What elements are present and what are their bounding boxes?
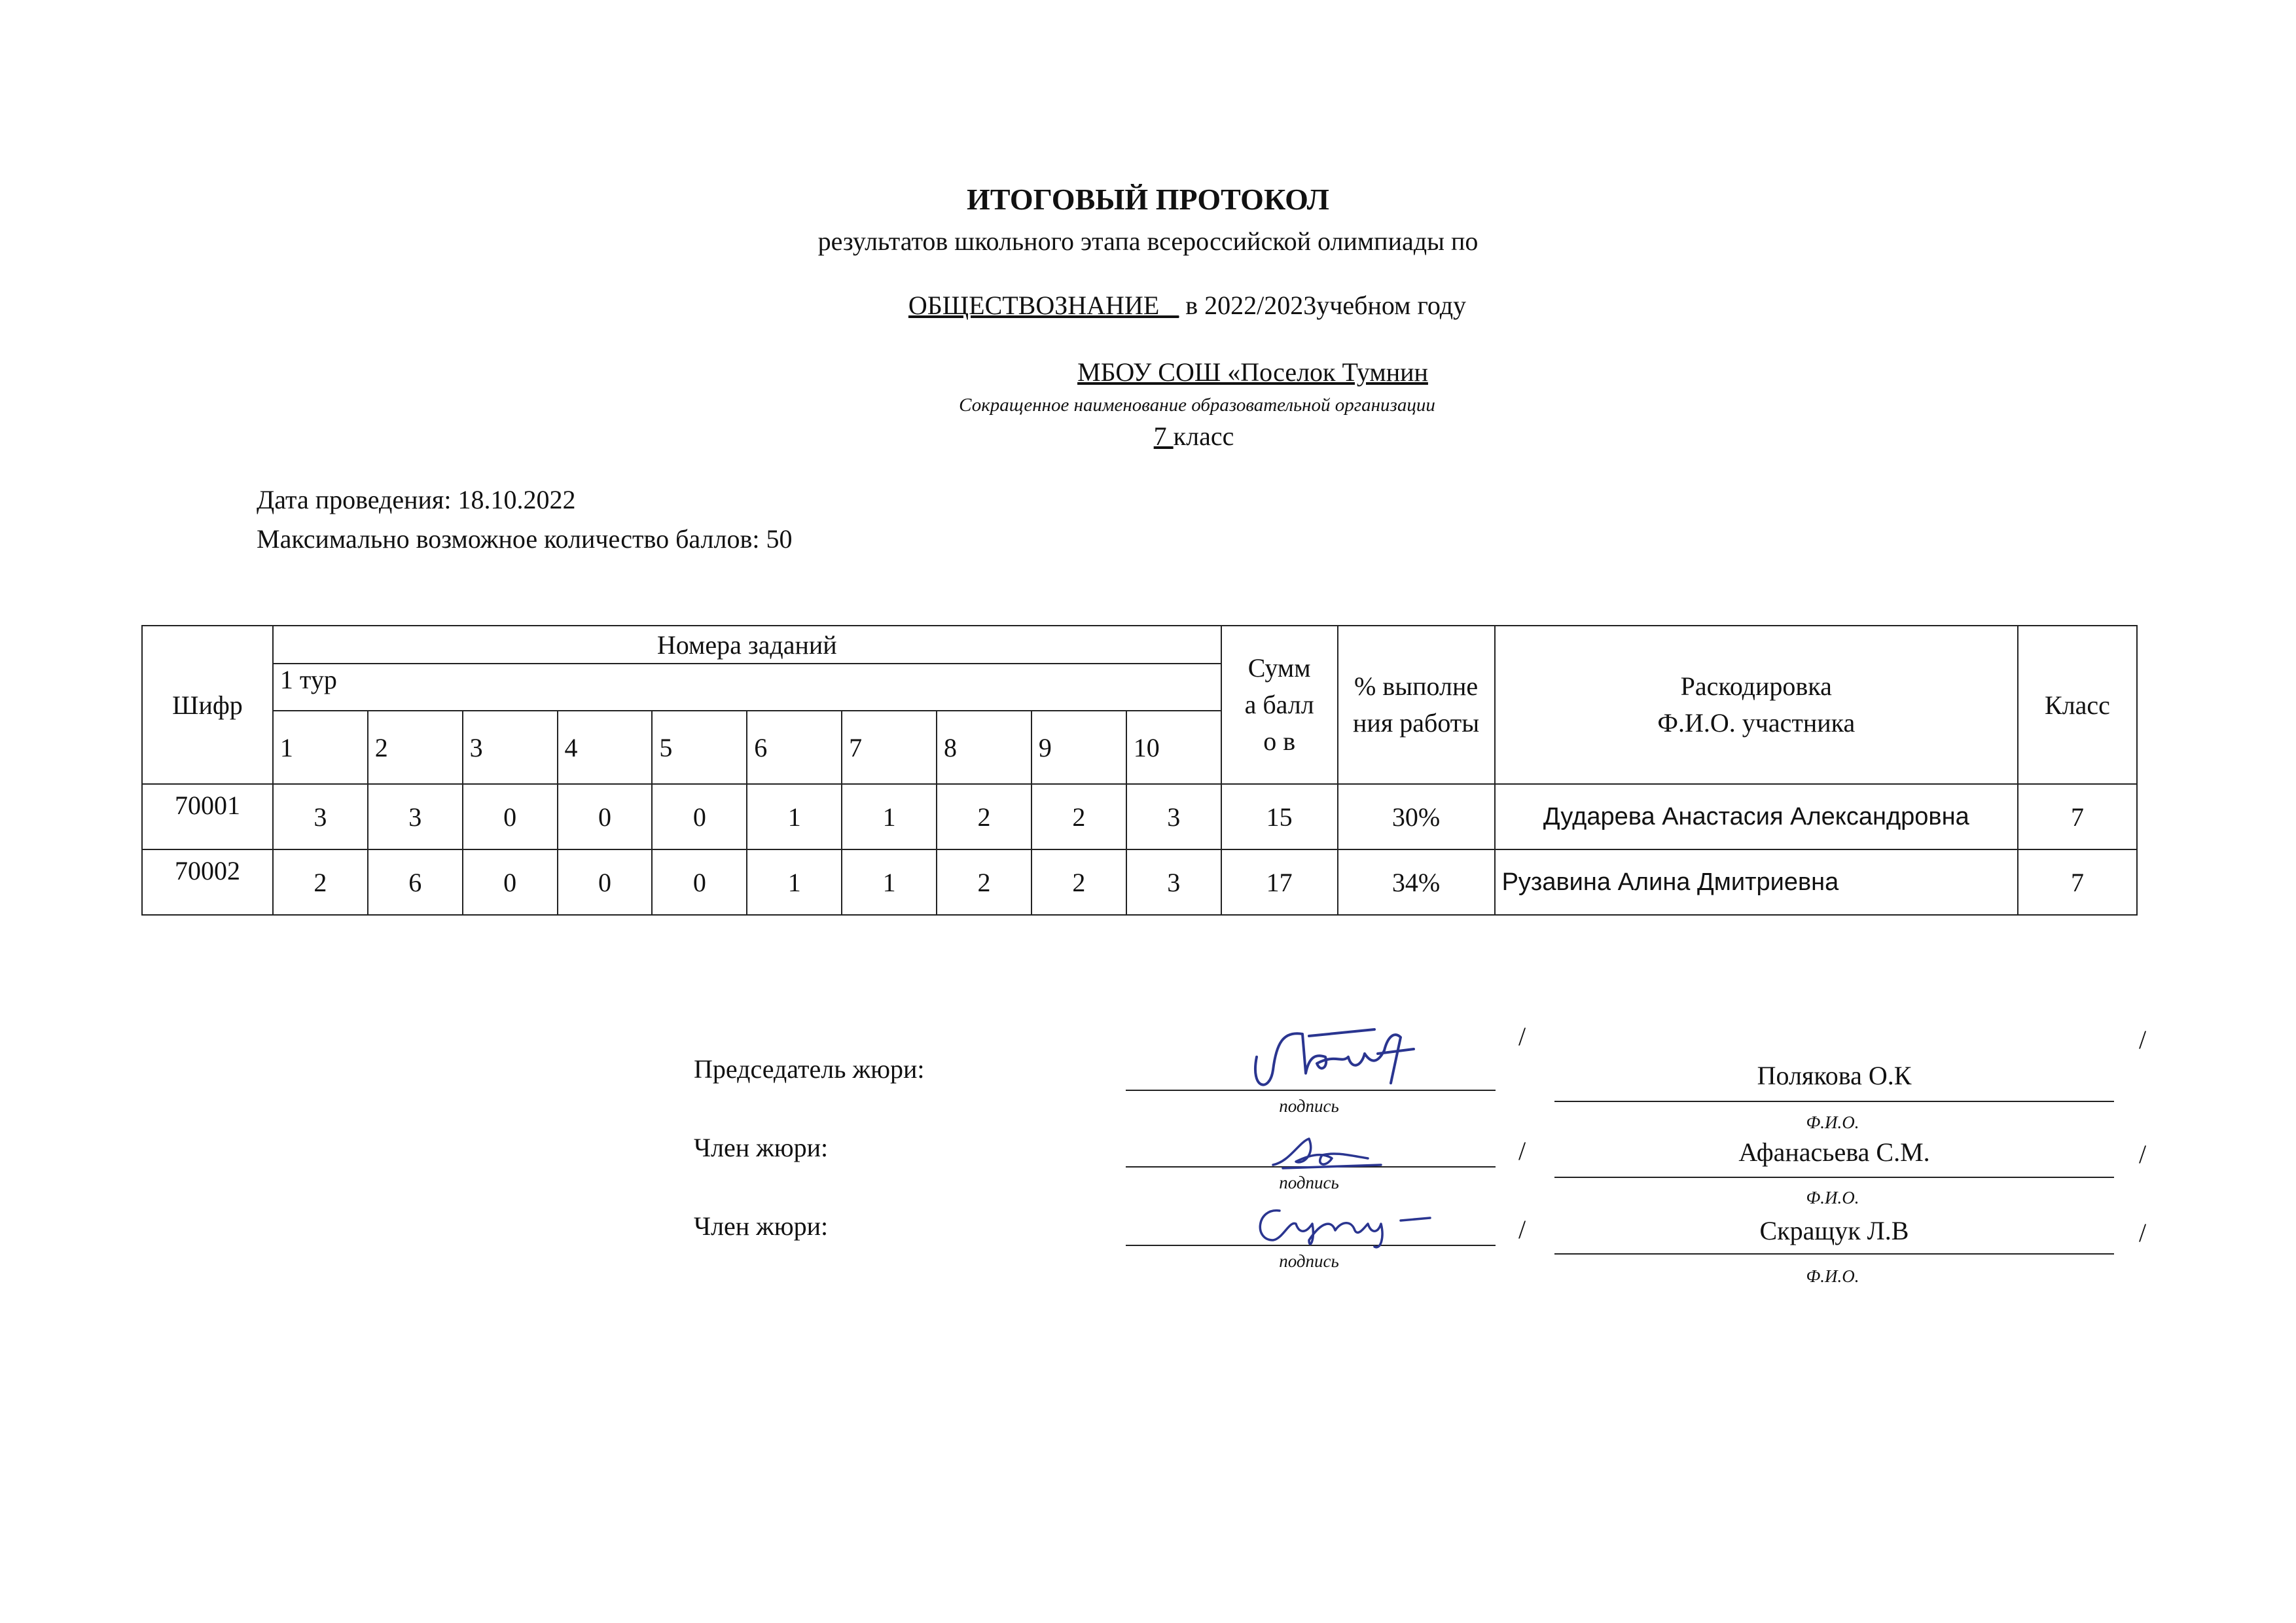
participant-code: 70002 xyxy=(142,849,273,915)
round-header: 1 тур xyxy=(273,664,1221,711)
member2-label: Член жюри: xyxy=(694,1211,829,1241)
col-percent-header xyxy=(1338,626,1495,784)
completion-percent: 34% xyxy=(1338,849,1495,915)
col-tasks-header: Номера заданий xyxy=(273,626,1221,664)
col-sum-header xyxy=(1221,626,1338,784)
task-number: 5 xyxy=(652,711,747,784)
task-number: 10 xyxy=(1126,711,1221,784)
task-score: 0 xyxy=(463,784,558,849)
protocol-subtitle: результатов школьного этапа всероссийской олимпиады по xyxy=(817,226,1479,256)
task-score: 3 xyxy=(1126,849,1221,915)
task-score: 3 xyxy=(368,784,463,849)
member-signature xyxy=(1263,1129,1394,1175)
decoding-subtitle: Ф.И.О. участника xyxy=(1657,708,1856,738)
school-line xyxy=(0,357,2296,387)
task-score: 3 xyxy=(1126,784,1221,849)
school-name: МБОУ СОШ «Поселок Тумнин xyxy=(1077,357,1428,387)
member-name: Афанасьева С.М. xyxy=(1738,1137,1930,1167)
task-number: 4 xyxy=(558,711,653,784)
total-score: 15 xyxy=(1221,784,1338,849)
decoding-title: Раскодировка xyxy=(1680,671,1832,701)
results-table xyxy=(141,625,2138,916)
grade-word: класс xyxy=(1173,421,1234,451)
grade-number: 7 xyxy=(1153,421,1174,451)
subject-line xyxy=(0,290,2296,321)
total-score: 17 xyxy=(1221,849,1338,915)
member-signature-caption: подпись xyxy=(1279,1173,1339,1192)
col-code-header: Шифр xyxy=(142,626,273,784)
task-score: 2 xyxy=(273,849,368,915)
protocol-title: ИТОГОВЫЙ ПРОТОКОЛ xyxy=(967,183,1329,216)
participant-class: 7 xyxy=(2018,849,2137,915)
academic-year: в 2022/2023учебном году xyxy=(1179,291,1467,320)
member-fio-caption: Ф.И.О. xyxy=(1806,1188,1859,1207)
task-number: 3 xyxy=(463,711,558,784)
task-number: 6 xyxy=(747,711,842,784)
chair-name: Полякова О.К xyxy=(1757,1061,1912,1090)
col-class-header: Класс xyxy=(2018,626,2137,784)
task-score: 3 xyxy=(273,784,368,849)
member2-name: Скращук Л.В xyxy=(1759,1216,1909,1245)
task-score: 1 xyxy=(747,784,842,849)
chair-signature xyxy=(1244,1018,1440,1096)
completion-percent: 30% xyxy=(1338,784,1495,849)
table-row xyxy=(142,849,2137,915)
sum-header-text: Сумм а балло в xyxy=(1244,653,1314,756)
member2-name-line xyxy=(1554,1253,2114,1255)
header-row-1 xyxy=(142,626,2137,664)
task-number: 1 xyxy=(273,711,368,784)
participant-class: 7 xyxy=(2018,784,2137,849)
task-score: 2 xyxy=(1031,784,1126,849)
task-score: 2 xyxy=(937,849,1031,915)
task-number: 7 xyxy=(842,711,937,784)
grade-line xyxy=(0,421,2296,452)
member2-fio-caption: Ф.И.О. xyxy=(1806,1266,1859,1286)
task-number: 9 xyxy=(1031,711,1126,784)
member-name-line xyxy=(1554,1177,2114,1178)
chair-slash-left: / xyxy=(1518,1022,1526,1051)
participant-code: 70001 xyxy=(142,784,273,849)
chair-fio-caption: Ф.И.О. xyxy=(1806,1113,1859,1132)
chair-label: Председатель жюри: xyxy=(694,1054,925,1084)
task-score: 1 xyxy=(842,784,937,849)
member2-signature-caption: подпись xyxy=(1279,1251,1339,1271)
participant-name: Дударева Анастасия Александровна xyxy=(1495,784,2018,849)
task-score: 1 xyxy=(747,849,842,915)
member2-slash-left: / xyxy=(1518,1215,1526,1244)
task-score: 0 xyxy=(558,849,653,915)
task-score: 0 xyxy=(558,784,653,849)
percent-header-text: % выполне ния работы xyxy=(1353,671,1480,738)
task-number: 2 xyxy=(368,711,463,784)
chair-slash-right: / xyxy=(2139,1025,2147,1054)
task-score: 1 xyxy=(842,849,937,915)
task-score: 0 xyxy=(652,849,747,915)
member-slash-right: / xyxy=(2139,1139,2147,1169)
table-row xyxy=(142,784,2137,849)
max-score: Максимально возможное количество баллов: 50 xyxy=(257,524,793,554)
school-caption: Сокращенное наименование образовательной организации xyxy=(959,395,1435,416)
task-score: 0 xyxy=(652,784,747,849)
olympiad-date: Дата проведения: 18.10.2022 xyxy=(257,485,576,514)
participant-name: Рузавина Алина Дмитриевна xyxy=(1495,849,2018,915)
subject-name: ОБЩЕСТВОЗНАНИЕ _ xyxy=(908,291,1179,320)
col-decoding-header xyxy=(1495,626,2018,784)
task-score: 2 xyxy=(1031,849,1126,915)
member2-signature xyxy=(1244,1194,1453,1253)
member2-slash-right: / xyxy=(2139,1218,2147,1247)
task-score: 2 xyxy=(937,784,1031,849)
chair-name-line xyxy=(1554,1101,2114,1102)
task-score: 0 xyxy=(463,849,558,915)
task-score: 6 xyxy=(368,849,463,915)
task-number: 8 xyxy=(937,711,1031,784)
member-label: Член жюри: xyxy=(694,1133,829,1162)
chair-signature-caption: подпись xyxy=(1279,1096,1339,1116)
member-slash-left: / xyxy=(1518,1136,1526,1166)
results-table-wrapper xyxy=(141,625,2138,916)
